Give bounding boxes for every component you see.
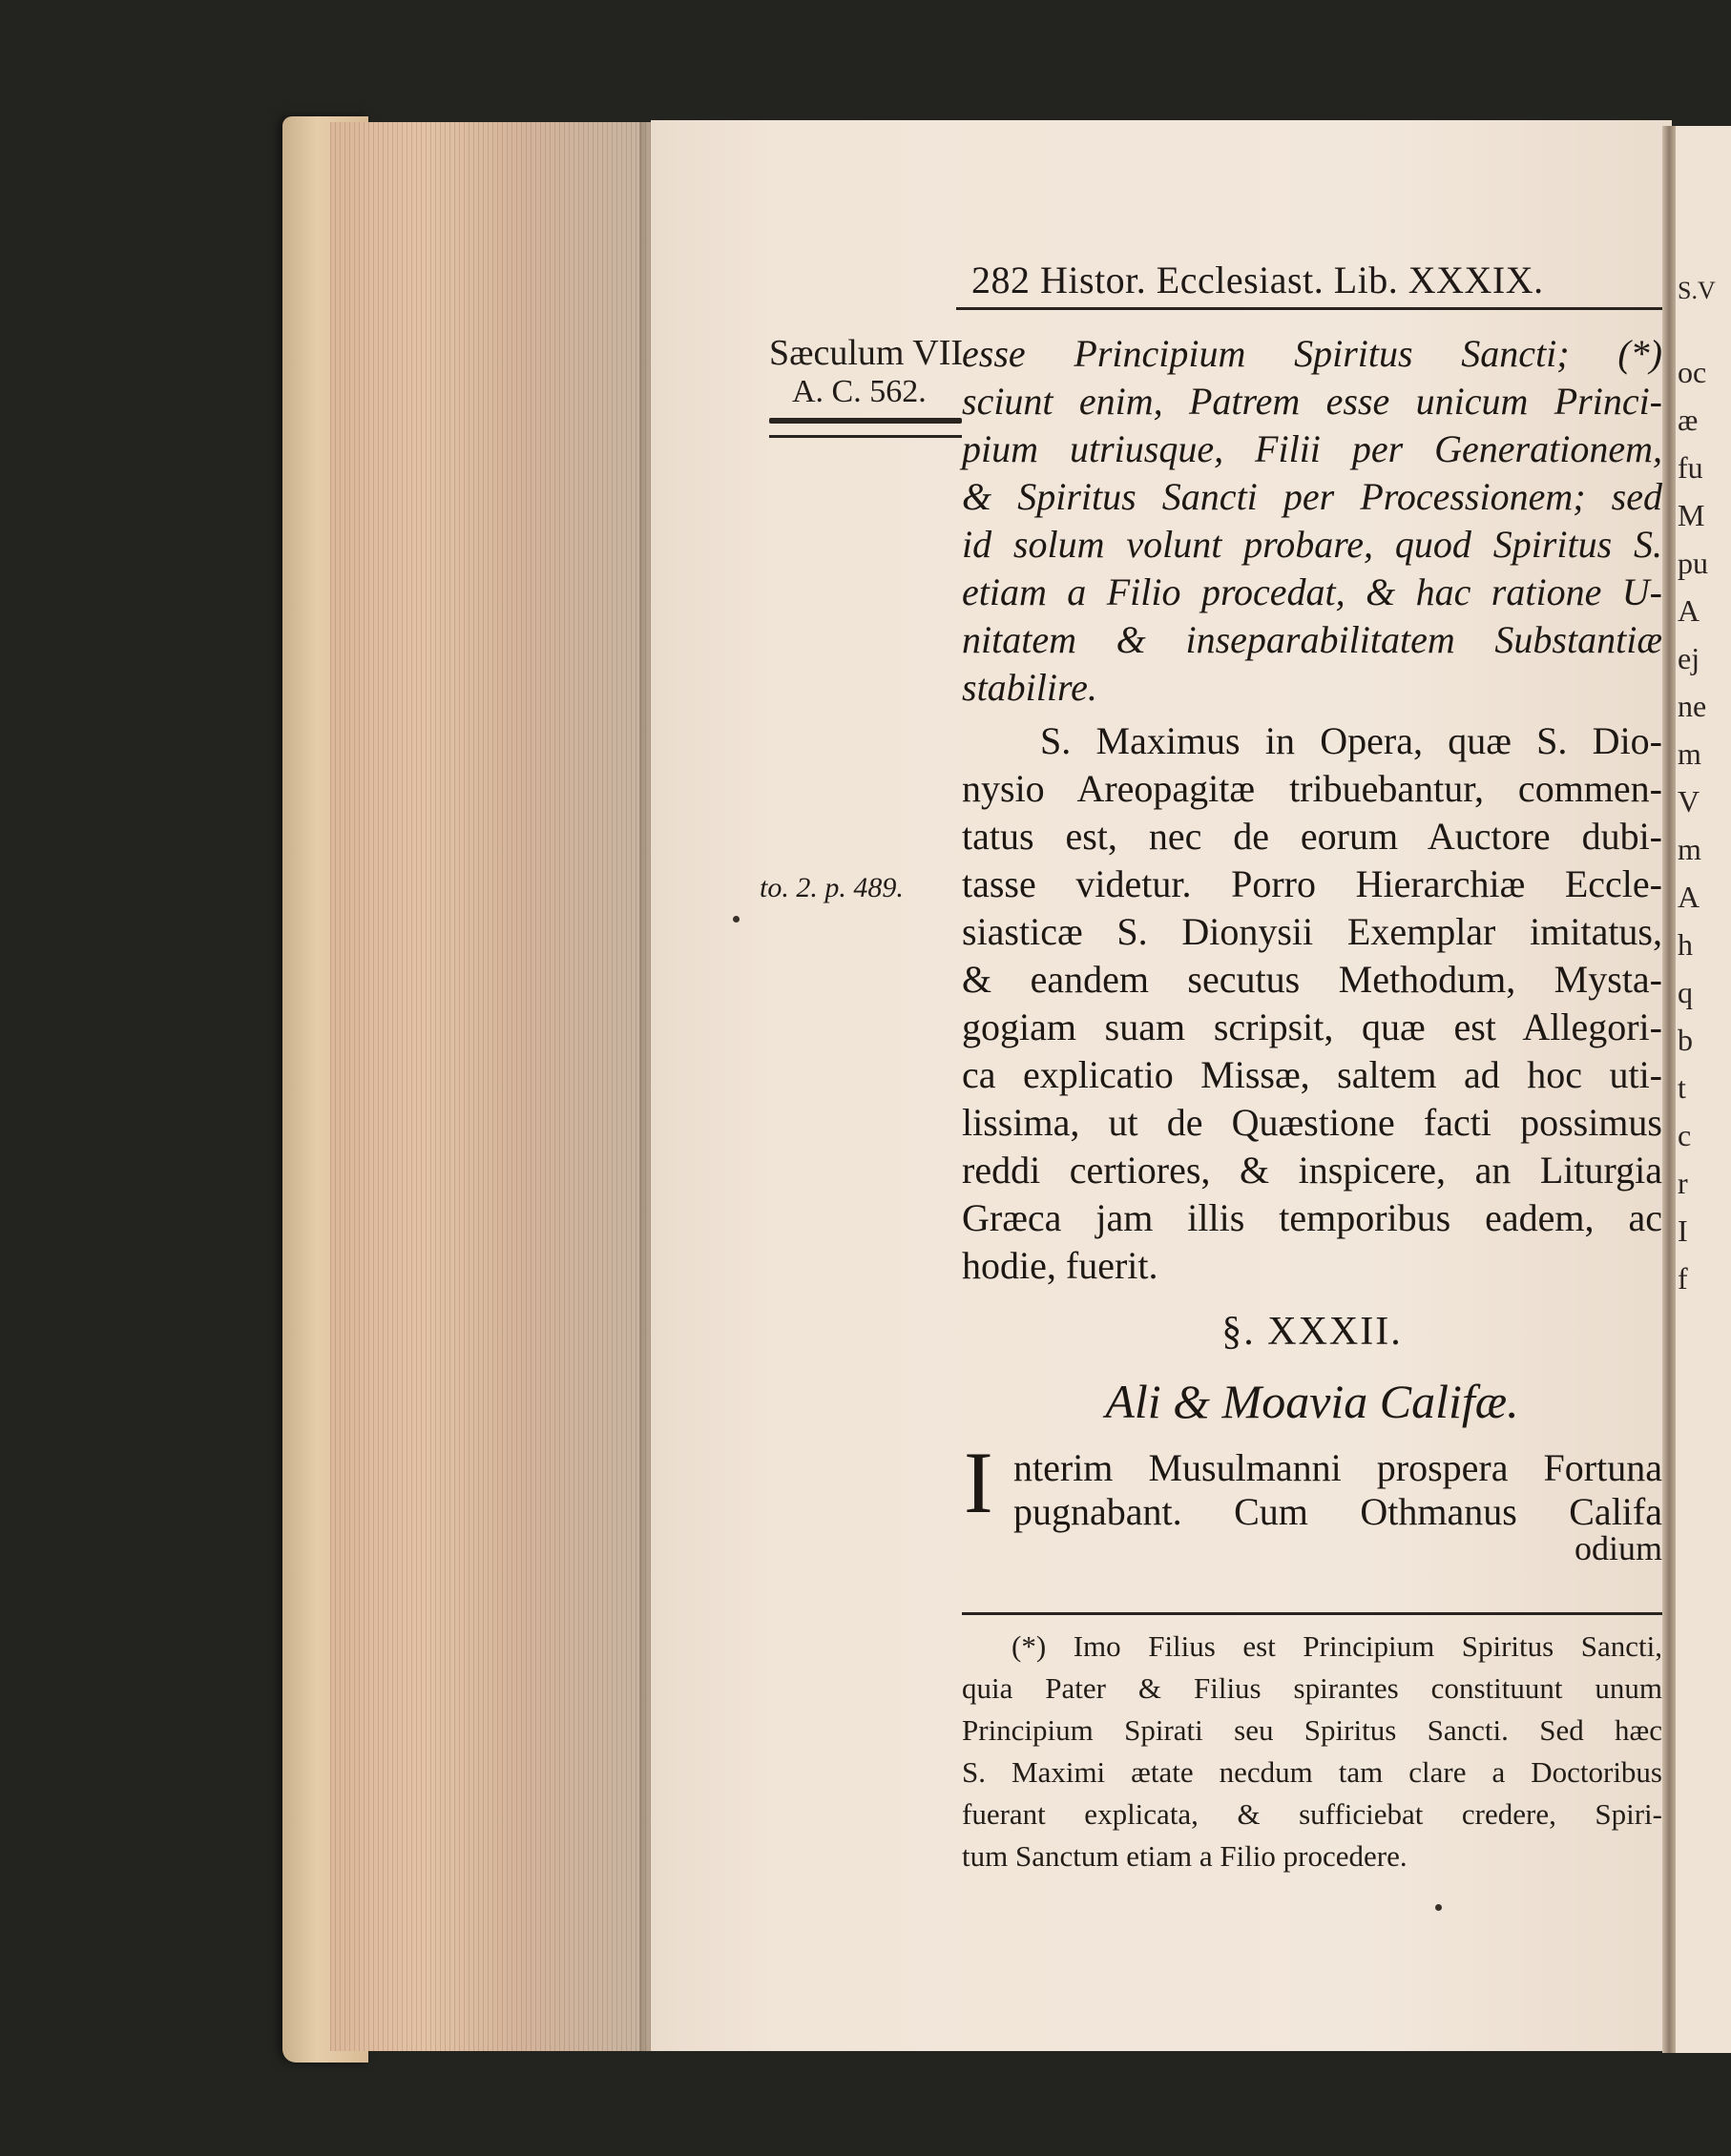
facing-page-letter: oc bbox=[1678, 355, 1707, 389]
para2-line: reddi certiores, & inspicere, an Liturgia bbox=[962, 1149, 1662, 1192]
paper-speck bbox=[733, 916, 740, 923]
footnote-rule bbox=[962, 1612, 1662, 1615]
para2-line: tatus est, nec de eorum Auctore dubi- bbox=[962, 815, 1662, 858]
facing-page-letter: fu bbox=[1678, 450, 1703, 485]
facing-page-head: S.V bbox=[1678, 277, 1716, 304]
facing-page-letter: A bbox=[1678, 593, 1700, 628]
facing-page-letter: q bbox=[1678, 975, 1693, 1009]
running-head: 282 Histor. Ecclesiast. Lib. XXXIX. bbox=[971, 259, 1544, 301]
facing-page-letter: ej bbox=[1678, 641, 1700, 675]
facing-page-letter: pu bbox=[1678, 546, 1708, 580]
facing-page-letter: m bbox=[1678, 832, 1701, 866]
footnote-line: Principium Spirati seu Spiritus Sancti. Sed hæc bbox=[962, 1713, 1662, 1747]
para2-line: Græca jam illis temporibus eadem, ac bbox=[962, 1196, 1662, 1239]
facing-page-edge bbox=[1676, 126, 1731, 2053]
para1-line: nitatem & inseparabilitatem Substantiæ bbox=[962, 618, 1662, 661]
margin-rule bbox=[769, 418, 962, 424]
para1-line: esse Principium Spiritus Sancti; (*) bbox=[962, 332, 1662, 375]
footnote-line: (*) Imo Filius est Principium Spiritus Sancti, bbox=[1011, 1629, 1662, 1663]
para2-line: gogiam suam scripsit, quæ est Allegori- bbox=[962, 1005, 1662, 1048]
para2-line: tasse videtur. Porro Hierarchiæ Eccle- bbox=[962, 862, 1662, 905]
facing-page-letter: I bbox=[1678, 1213, 1688, 1248]
facing-page-letter: t bbox=[1678, 1070, 1686, 1105]
facing-page-letter: b bbox=[1678, 1023, 1693, 1057]
drop-cap: I bbox=[964, 1434, 993, 1531]
footnote-line: S. Maximi ætate necdum tam clare a Doctoribus bbox=[962, 1755, 1662, 1789]
para1-line: & Spiritus Sancti per Processionem; sed bbox=[962, 475, 1662, 518]
para1-line: pium utriusque, Filii per Generationem, bbox=[962, 427, 1662, 470]
facing-page-letter: A bbox=[1678, 880, 1700, 914]
catchword: odium bbox=[1574, 1529, 1662, 1567]
facing-page-letter: c bbox=[1678, 1118, 1692, 1152]
footnote-line: quia Pater & Filius spirantes constituunt unum bbox=[962, 1671, 1662, 1705]
para2-line: siasticæ S. Dionysii Exemplar imitatus, bbox=[962, 910, 1662, 953]
para1-line: id solum volunt probare, quod Spiritus S. bbox=[962, 523, 1662, 566]
para2-line: S. Maximus in Opera, quæ S. Dio- bbox=[1040, 719, 1662, 762]
para2-line: hodie, fuerit. bbox=[962, 1244, 1158, 1287]
paper-speck bbox=[1435, 1904, 1442, 1911]
para1-line: stabilire. bbox=[962, 666, 1097, 709]
facing-page-letter: r bbox=[1678, 1166, 1688, 1200]
footnote-line: tum Sanctum etiam a Filio procedere. bbox=[962, 1839, 1408, 1873]
facing-page-letter: h bbox=[1678, 927, 1693, 962]
facing-page-letter: æ bbox=[1678, 403, 1699, 437]
facing-page-letter: m bbox=[1678, 736, 1701, 771]
facing-page-letter: f bbox=[1678, 1261, 1688, 1296]
margin-year: A. C. 562. bbox=[792, 374, 927, 409]
para2-line: nysio Areopagitæ tribuebantur, commen- bbox=[962, 767, 1662, 810]
margin-reference: to. 2. p. 489. bbox=[760, 872, 904, 903]
para2-line: lissima, ut de Quæstione facti possimus bbox=[962, 1101, 1662, 1144]
facing-page-letter: M bbox=[1678, 498, 1705, 532]
section-number: §. XXXII. bbox=[1221, 1310, 1403, 1354]
para2-line: ca explicatio Missæ, saltem ad hoc uti- bbox=[962, 1053, 1662, 1096]
facing-page-letter: V bbox=[1678, 784, 1700, 819]
header-rule bbox=[956, 307, 1662, 310]
section-title: Ali & Moavia Califæ. bbox=[1105, 1375, 1519, 1428]
page-stack bbox=[330, 122, 651, 2051]
para3-line: pugnabant. Cum Othmanus Califa bbox=[1013, 1490, 1662, 1533]
para2-line: & eandem secutus Methodum, Mysta- bbox=[962, 958, 1662, 1001]
footnote-line: fuerant explicata, & sufficiebat credere, Spiri- bbox=[962, 1797, 1662, 1831]
para3-line: nterim Musulmanni prospera Fortuna bbox=[1013, 1446, 1662, 1489]
margin-rule-thin bbox=[769, 435, 962, 438]
margin-century: Sæculum VII bbox=[769, 333, 964, 373]
para1-line: sciunt enim, Patrem esse unicum Princi- bbox=[962, 380, 1662, 423]
facing-page-letter: ne bbox=[1678, 689, 1707, 723]
para1-line: etiam a Filio procedat, & hac ratione U- bbox=[962, 570, 1662, 613]
